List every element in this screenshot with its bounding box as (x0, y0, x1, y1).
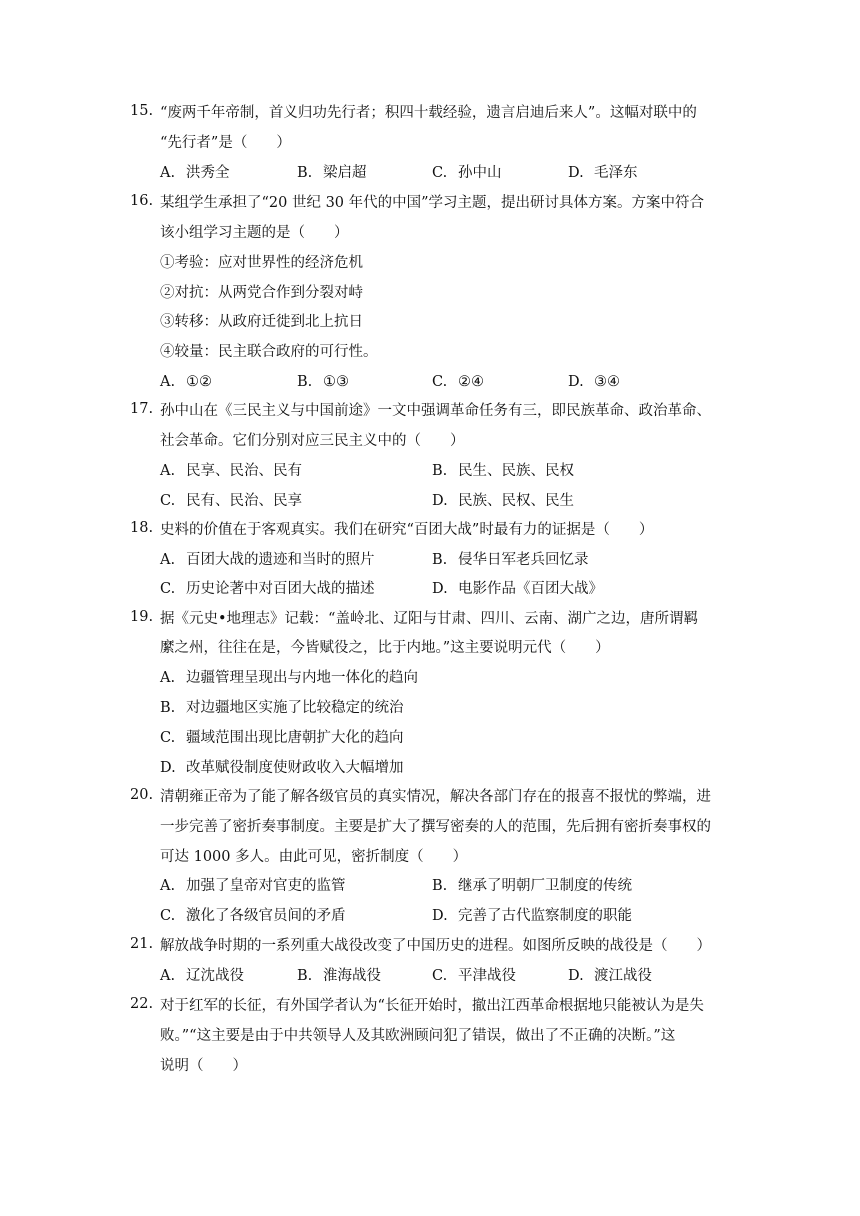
option-a: A. 民享、民治、民有 (160, 463, 302, 479)
option-c: C. 孙中山 (432, 165, 502, 181)
option-c: C. 激化了各级官员间的矛盾 (160, 908, 346, 924)
question-stem-line: 败。”“这主要是由于中共领导人及其欧洲顾问犯了错误，做出了不正确的决断。”这 (160, 1028, 676, 1044)
question-stem-line: 某组学生承担了“20 世纪 30 年代的中国”学习主题，提出研讨具体方案。方案中符合 (160, 195, 705, 211)
question-stem-line: 孙中山在《三民主义与中国前途》一文中强调革命任务有三，即民族革命、政治革命、 (160, 403, 711, 419)
question-stem-line: 清朝雍正帝为了能了解各级官员的真实情况，解决各部门存在的报喜不报忧的弊端，进 (160, 789, 711, 805)
question-stem-line: 一步完善了密折奏事制度。主要是扩大了撰写密奏的人的范围，先后拥有密折奏事权的 (160, 819, 711, 835)
statement-4: ④较量：民主联合政府的可行性。 (160, 344, 378, 360)
option-b: B. 民生、民族、民权 (432, 463, 574, 479)
statement-3: ③转移：从政府迁徙到北上抗日 (160, 314, 363, 330)
statement-2: ②对抗：从两党合作到分裂对峙 (160, 285, 363, 301)
option-c: C. 历史论著中对百团大战的描述 (160, 581, 375, 597)
option-d: D. 毛泽东 (568, 165, 638, 181)
question-stem-line: “废两千年帝制，首义归功先行者；积四十载经验，遗言启迪后来人”。这幅对联中的 (160, 105, 697, 121)
option-c: C. 平津战役 (432, 968, 516, 984)
option-a: A. ①② (160, 374, 212, 390)
option-b: B. ①③ (297, 374, 349, 390)
question-number: 21. (130, 936, 154, 952)
option-c: C. 疆域范围出现比唐朝扩大化的趋向 (160, 730, 404, 746)
option-a: A. 边疆管理呈现出与内地一体化的趋向 (160, 670, 418, 686)
question-stem-line: 该小组学习主题的是（ ） (160, 225, 349, 241)
question-stem-line: 史料的价值在于客观真实。我们在研究“百团大战”时最有力的证据是（ ） (160, 522, 654, 538)
question-stem-line: 可达 1000 多人。由此可见，密折制度（ ） (160, 849, 468, 865)
option-b: B. 梁启超 (297, 165, 367, 181)
option-d: D. 完善了古代监察制度的职能 (432, 908, 632, 924)
option-b: B. 继承了明朝厂卫制度的传统 (432, 878, 632, 894)
question-stem-line: 对于红军的长征，有外国学者认为“长征开始时，撤出江西革命根据地只能被认为是失 (160, 998, 704, 1014)
option-d: D. 民族、民权、民生 (432, 493, 574, 509)
option-d: D. 电影作品《百团大战》 (432, 581, 603, 597)
option-b: B. 侵华日军老兵回忆录 (432, 552, 589, 568)
option-b: B. 对边疆地区实施了比较稳定的统治 (160, 700, 404, 716)
question-stem-line: 说明（ ） (160, 1058, 247, 1074)
option-d: D. ③④ (568, 374, 620, 390)
option-a: A. 加强了皇帝对官吏的监管 (160, 878, 346, 894)
question-number: 18. (130, 520, 154, 536)
question-stem-line: 社会革命。它们分别对应三民主义中的（ ） (160, 433, 465, 449)
statement-1: ①考验：应对世界性的经济危机 (160, 255, 363, 271)
question-stem-line: 解放战争时期的一系列重大战役改变了中国历史的进程。如图所反映的战役是（ ） (160, 938, 711, 954)
option-a: A. 百团大战的遗迹和当时的照片 (160, 552, 375, 568)
option-d: D. 改革赋役制度使财政收入大幅增加 (160, 760, 404, 776)
question-stem-line: 据《元史•地理志》记载：“盖岭北、辽阳与甘肃、四川、云南、湖广之边，唐所谓羁 (160, 611, 698, 627)
question-stem-line: “先行者”是（ ） (160, 135, 291, 151)
option-b: B. 淮海战役 (297, 968, 381, 984)
question-number: 15. (130, 103, 154, 119)
option-c: C. 民有、民治、民享 (160, 493, 302, 509)
option-a: A. 辽沈战役 (160, 968, 244, 984)
option-a: A. 洪秀全 (160, 165, 230, 181)
option-c: C. ②④ (432, 374, 484, 390)
question-stem-line: 縻之州，往往在是，今皆赋役之，比于内地。”这主要说明元代（ ） (160, 640, 610, 656)
question-number: 20. (130, 787, 154, 803)
question-number: 22. (130, 996, 154, 1012)
question-number: 17. (130, 401, 154, 417)
question-number: 16. (130, 193, 154, 209)
question-number: 19. (130, 609, 154, 625)
option-d: D. 渡江战役 (568, 968, 652, 984)
